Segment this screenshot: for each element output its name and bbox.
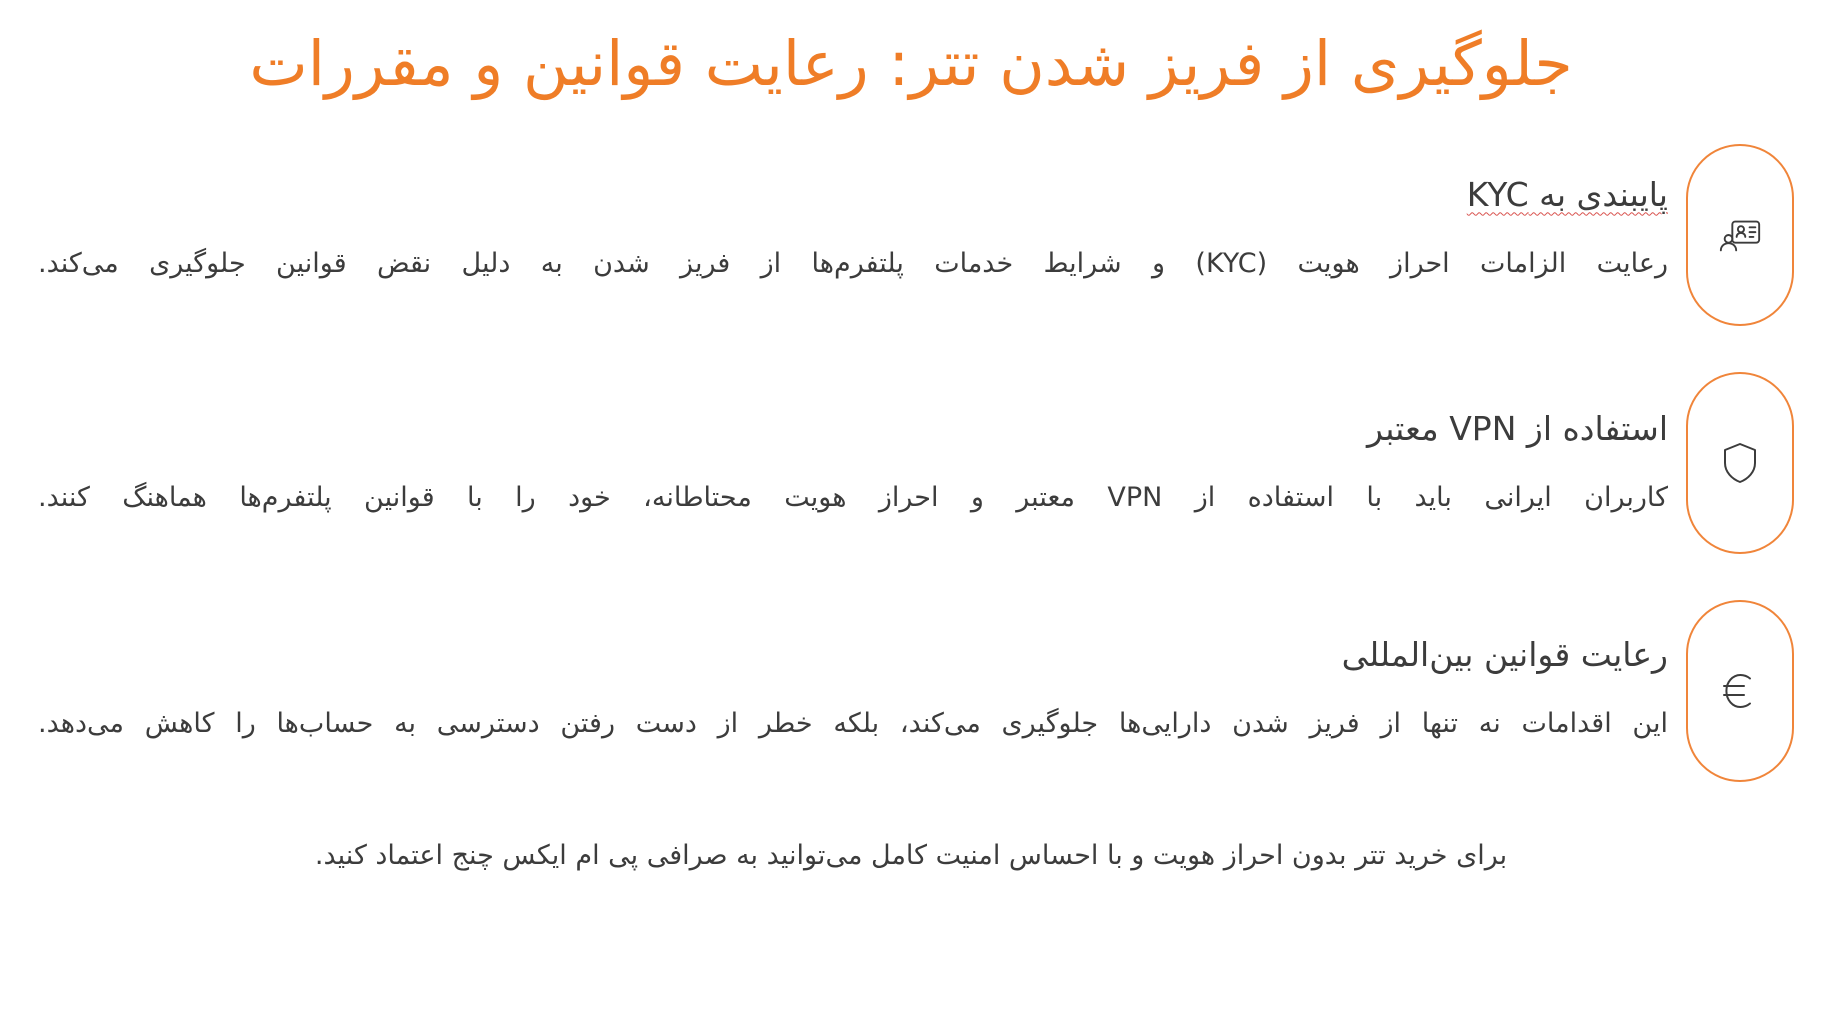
section-body — [28, 372, 1668, 519]
section-body — [28, 144, 1668, 285]
closing-paragraph: برای خرید تتر بدون احراز هویت و با احساس امنیت کامل می‌توانید به صرافی پی ام ایکس چنج اعتماد کنید. — [314, 839, 1508, 871]
section-vpn — [28, 372, 1794, 554]
section-body — [28, 600, 1668, 745]
section-title: پایبندی به KYC — [1466, 174, 1668, 214]
page-title: جلوگیری از فریز شدن تتر: رعایت قوانین و مقررات — [249, 27, 1573, 100]
shield-icon — [1686, 372, 1794, 554]
section-international-law — [28, 600, 1794, 782]
section-title: استفاده از VPN معتبر — [1367, 408, 1668, 448]
id-card-user-icon — [1686, 144, 1794, 326]
section-text: این اقدامات نه تنها از فریز شدن دارایی‌ها جلوگیری می‌کند، بلکه خطر از دست رفتن دسترسی به حساب‌ها را کاهش می‌دهد. — [38, 707, 1668, 739]
section-kyc — [28, 144, 1794, 326]
sections-list — [28, 144, 1794, 782]
section-text: رعایت الزامات احراز هویت (KYC) و شرایط خدمات پلتفرم‌ها از فریز شدن به دلیل نقض قوانین جلوگیری می‌کند. — [38, 247, 1669, 279]
section-title: رعایت قوانین بین‌المللی — [1341, 634, 1668, 674]
section-text: کاربران ایرانی باید با استفاده از VPN معتبر و احراز هویت محتاطانه، خود را با قوانین پلتفرم‌ها هماهنگ کنند. — [38, 481, 1669, 513]
euro-currency-icon — [1686, 600, 1794, 782]
